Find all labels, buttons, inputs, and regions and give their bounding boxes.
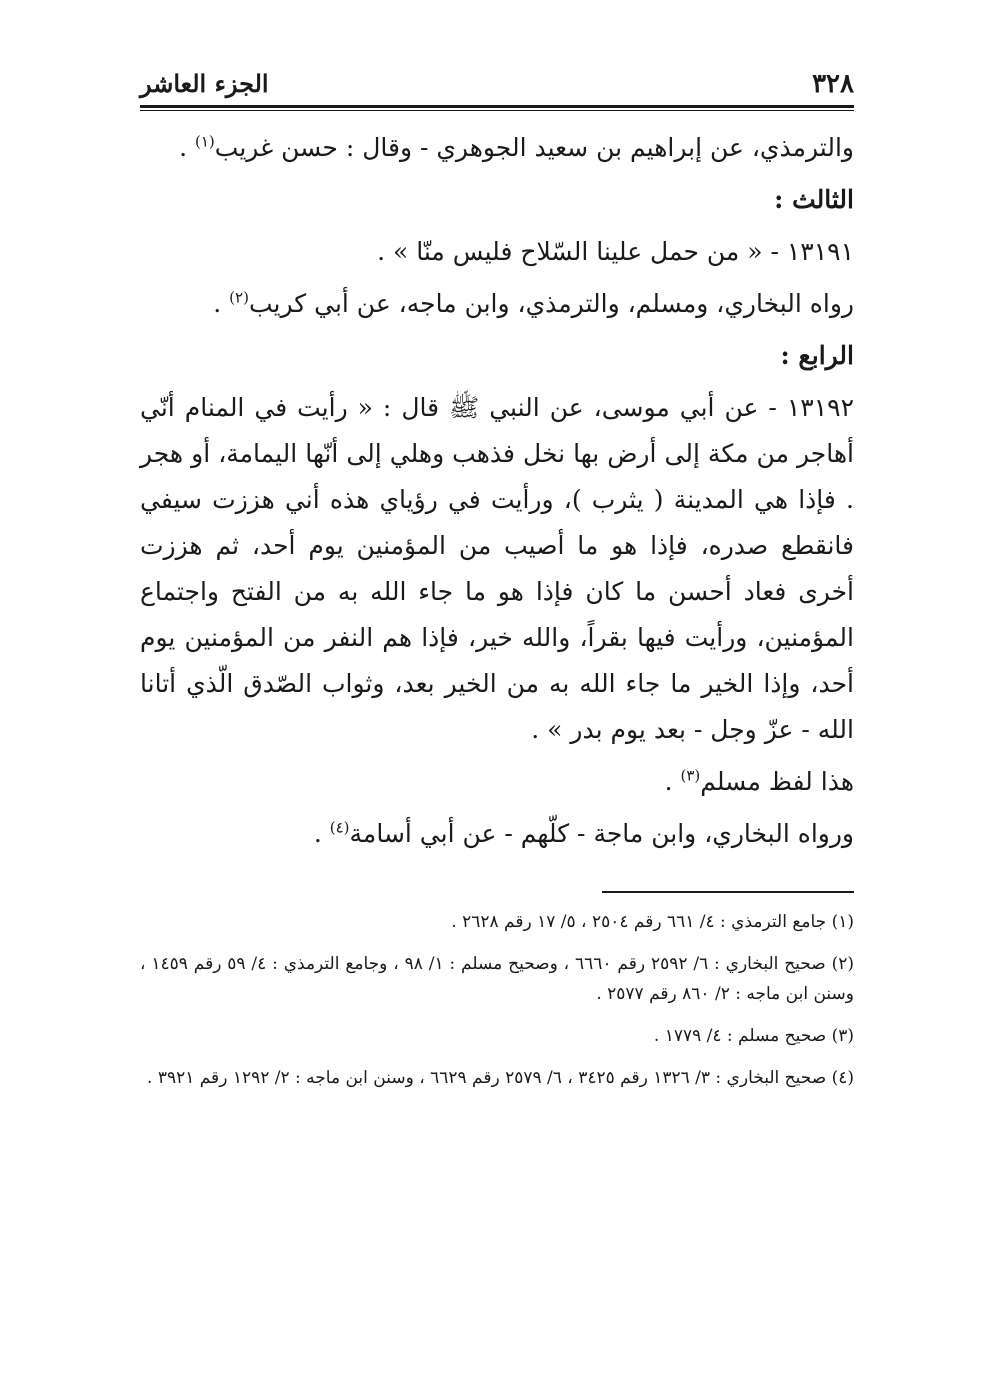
page-number: ٣٢٨ (812, 69, 854, 99)
paragraph-end: . (664, 767, 681, 796)
paragraph-riwaya-2 (140, 811, 854, 857)
paragraph-riwaya-1 (140, 281, 854, 327)
hadith-13191: ١٣١٩١ - « من حمل علينا السّلاح فليس منّا » . (377, 237, 854, 266)
paragraph-text: هذا لفظ مسلم (700, 767, 854, 796)
section-heading-fourth: الرابع : (780, 341, 854, 370)
page-header (140, 55, 854, 99)
footnote-1: (١) جامع الترمذي : ٤/ ٦٦١ رقم ٢٥٠٤ ، ٥/ ١٧ رقم ٢٦٢٨ . (451, 912, 854, 932)
footnote-ref-4: (٤) (329, 818, 350, 837)
footnote-rule (602, 891, 854, 893)
section-heading-third: الثالث : (774, 185, 854, 214)
paragraph-end: . (179, 133, 195, 162)
running-title: الجزء العاشر (140, 69, 269, 98)
paragraph-text: ورواه البخاري، وابن ماجة - كلّهم - عن أبي أسامة (349, 819, 854, 848)
paragraph-text: رواه البخاري، ومسلم، والترمذي، وابن ماجه، عن أبي كريب (248, 289, 854, 318)
footnote-ref-2: (٢) (229, 288, 249, 307)
footnote-2: (٢) صحيح البخاري : ٦/ ٢٥٩٢ رقم ٦٦٦٠ ، وصحيح مسلم : ١/ ٩٨ ، وجامع الترمذي : ٤/ ٥٩ رقم ١٤٥٩ ، وسنن ابن ماجه : ٢/ ٨٦٠ رقم ٢٥٧٧ . (140, 954, 854, 1004)
paragraph-tirmidhi (140, 125, 854, 171)
main-text (140, 125, 854, 857)
footnote-ref-1: (١) (195, 132, 215, 151)
footnotes (140, 907, 854, 1093)
footnote-ref-3: (٣) (680, 766, 701, 785)
footnote-4: (٤) صحيح البخاري : ٣/ ١٣٢٦ رقم ٣٤٢٥ ، ٦/ ٢٥٧٩ رقم ٦٦٢٩ ، وسنن ابن ماجه : ٢/ ١٢٩٢ رقم ٣٩٢١ . (147, 1068, 854, 1088)
hadith-13192: ١٣١٩٢ - عن أبي موسى، عن النبي ﷺ قال : « رأيت في المنام أنّي أهاجر من مكة إلى أرض بها نخل فذهب وهلي إلى أنّها اليمامة، أو هجر . فإذا هي المدينة ( يثرب )، ورأيت في رؤياي هذه أني هززت سيفي فانقطع صدره، فإذا هو ما أصيب من المؤمنين يوم أحد، ثم هززت أخرى فعاد أحسن ما كان فإذا هو ما جاء الله به من الفتح واجتماع المؤمنين، ورأيت فيها بقراً، والله خير، فإذا هم النفر من المؤمنين يوم أحد، وإذا الخير ما جاء الله به من الخير بعد، وثواب الصّدق الّذي أتانا الله - عزّ وجل - بعد يوم بدر » . (140, 393, 854, 744)
book-page (140, 55, 854, 1105)
paragraph-end: . (213, 289, 230, 318)
paragraph-end: . (313, 819, 330, 848)
header-rule (140, 105, 854, 111)
paragraph-text: والترمذي، عن إبراهيم بن سعيد الجوهري - وقال : حسن غريب (214, 133, 854, 162)
paragraph-lafz-muslim (140, 759, 854, 805)
footnote-3: (٣) صحيح مسلم : ٤/ ١٧٧٩ . (653, 1026, 854, 1046)
